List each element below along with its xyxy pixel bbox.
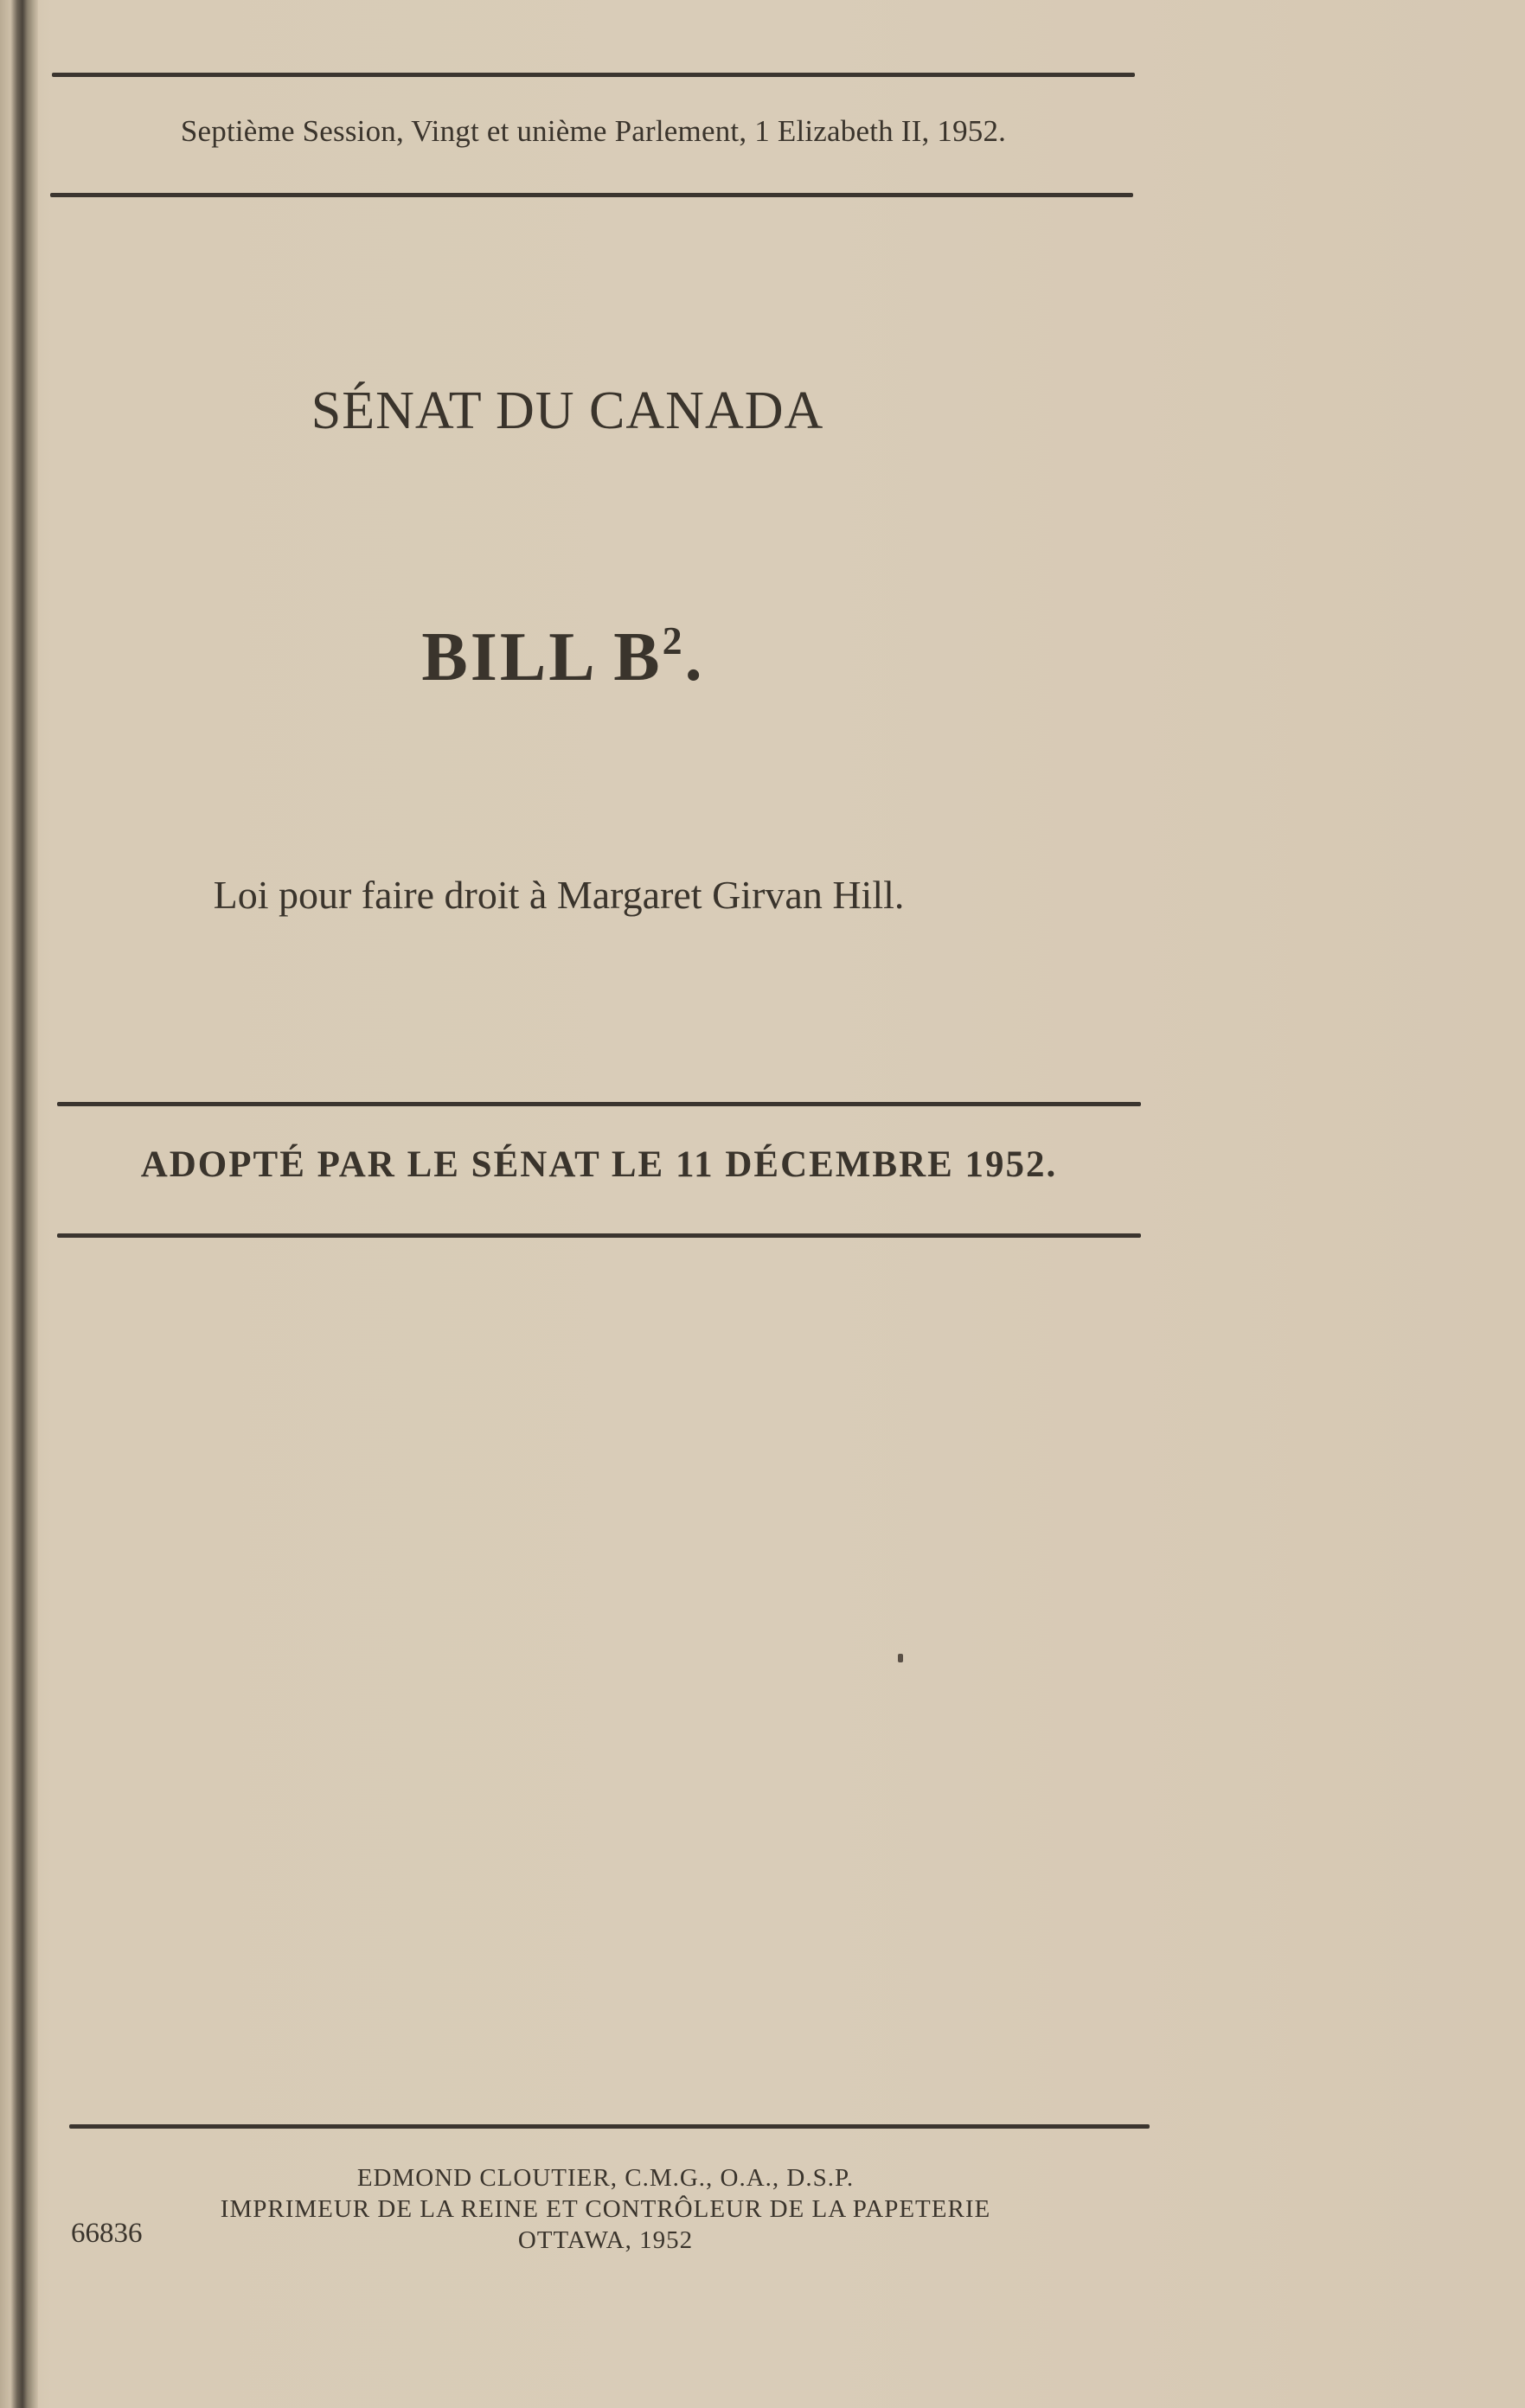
chamber-title: SÉNAT DU CANADA — [311, 381, 824, 440]
status-bottom-rule — [57, 1233, 1141, 1238]
printer-block — [130, 2162, 1081, 2256]
page-binding-edge — [0, 0, 38, 2408]
bill-subject: Loi pour faire droit à Margaret Girvan Hill. — [213, 873, 905, 917]
paper-speck — [898, 1654, 903, 1662]
footer-rule — [69, 2124, 1150, 2129]
bill-suffix: . — [684, 619, 705, 695]
header-bottom-rule — [50, 193, 1133, 197]
bill-superscript: 2 — [662, 618, 685, 663]
top-rule — [52, 73, 1135, 77]
printer-place-year: OTTAWA, 1952 — [517, 2226, 694, 2254]
bill-title — [52, 618, 1135, 697]
adoption-status: ADOPTÉ PAR LE SÉNAT LE 11 DÉCEMBRE 1952. — [140, 1144, 1058, 1185]
document-code: 66836 — [71, 2218, 143, 2249]
bill-prefix: BILL B — [421, 619, 663, 695]
printer-title: IMPRIMEUR DE LA REINE ET CONTRÔLEUR DE LA PAPETERIE — [220, 2195, 991, 2223]
session-line: Septième Session, Vingt et unième Parlement, 1 Elizabeth II, 1952. — [180, 114, 1007, 148]
printer-name: EDMOND CLOUTIER, C.M.G., O.A., D.S.P. — [356, 2164, 855, 2192]
status-top-rule — [57, 1102, 1141, 1106]
